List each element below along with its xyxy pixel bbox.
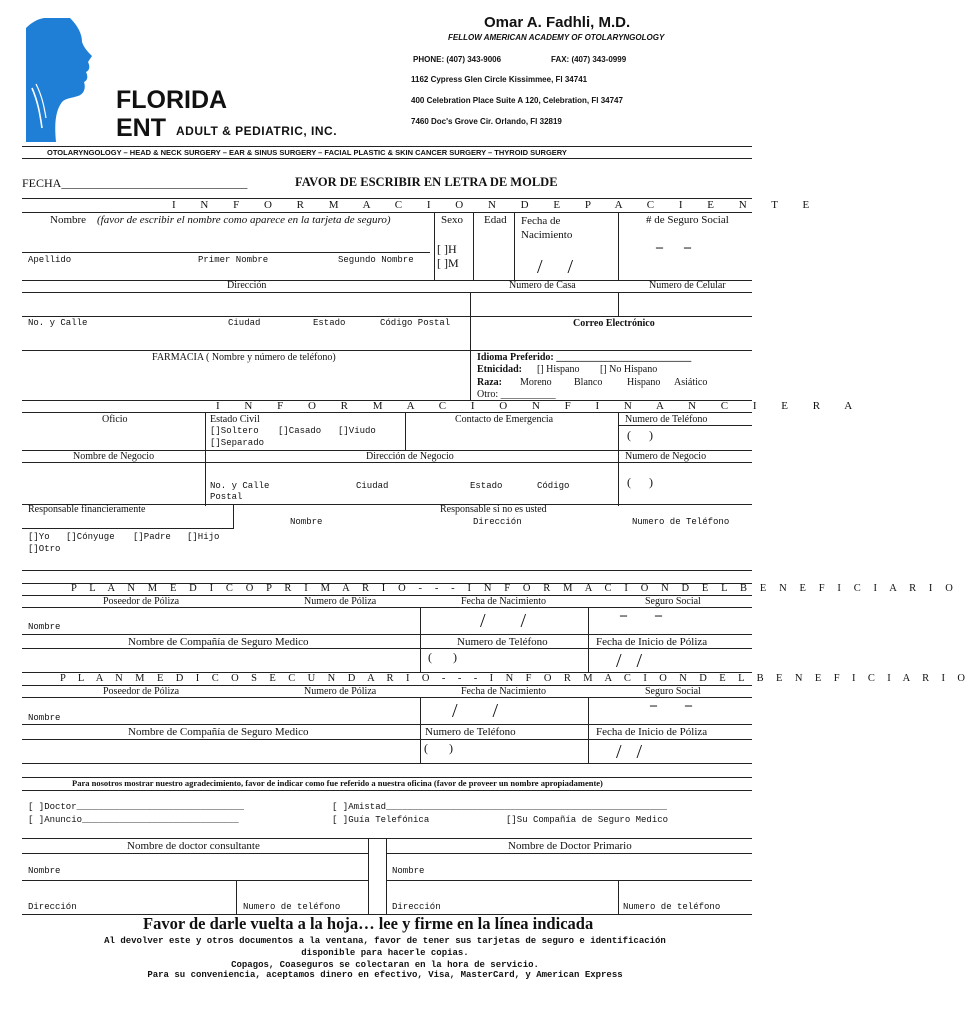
p2-label-num-poliza: Numero de Póliza (304, 686, 377, 697)
raza-asiatico[interactable]: Asiático (674, 377, 708, 388)
footer-line-3: Copagos, Coaseguros se colectaran en la hora de servicio. (231, 960, 539, 970)
fax: FAX: (407) 343-0999 (551, 55, 627, 64)
p1-inicio-slashes: / / (616, 650, 643, 672)
label-numero-telefono: Numero de Teléfono (625, 414, 708, 425)
footer-line-4: Para su conveniencia, aceptamos dinero en efectivo, Visa, MasterCard, y American Express (147, 970, 623, 980)
footer-headline: Favor de darle vuelta a la hoja… lee y firme en la línea indicada (143, 914, 594, 933)
address-kissimmee: 1162 Cypress Glen Circle Kissimmee, Fl 34741 (411, 75, 588, 84)
label-resp-direccion: Dirección (473, 517, 522, 527)
p1-label-compania: Nombre de Compañía de Seguro Medico (128, 636, 309, 648)
p2-ssn-dashes: – – (650, 698, 692, 713)
consultante-nombre: Nombre (28, 866, 61, 876)
label-nombre: Nombre (50, 214, 87, 226)
p1-birthdate-slashes: / / (480, 610, 527, 632)
p2-label-telefono: Numero de Teléfono (425, 726, 516, 738)
footer-line-2: disponible para hacerle copias. (301, 948, 469, 958)
fellowship: FELLOW AMERICAN ACADEMY OF OTOLARYNGOLOGY (448, 33, 665, 42)
address-orlando: 7460 Doc's Grove Cir. Orlando, Fl 32819 (411, 117, 562, 126)
p1-label-nombre: Nombre (28, 622, 61, 632)
checkbox-soltero[interactable]: []Soltero (210, 426, 259, 436)
label-nombre-negocio: Nombre de Negocio (73, 451, 155, 462)
label-doc-consultante: Nombre de doctor consultante (127, 840, 260, 852)
idioma-field[interactable]: Idioma Preferido: ___________________________ (477, 352, 692, 363)
raza-otro[interactable]: Otro: ___________ (477, 389, 556, 400)
checkbox-separado[interactable]: []Separado (210, 438, 265, 448)
p2-label-nombre: Nombre (28, 713, 61, 723)
birthdate-slashes: / / (537, 256, 574, 278)
label-ciudad: Ciudad (228, 318, 261, 328)
label-resp-nombre: Nombre (290, 517, 323, 527)
financial-section-title: I N F O R M A C I O N F I N A N C I E R A (216, 400, 864, 412)
p2-label-compania: Nombre de Compañía de Seguro Medico (128, 726, 309, 738)
label-primer-nombre: Primer Nombre (198, 255, 269, 265)
consultante-direccion: Dirección (28, 902, 77, 912)
p1-label-poseedor: Poseedor de Póliza (103, 596, 180, 607)
label-resp-telefono: Numero de Teléfono (632, 517, 730, 527)
address-celebration: 400 Celebration Place Suite A 120, Celebration, Fl 34747 (411, 96, 623, 105)
label-negocio-postal: Postal (210, 492, 243, 502)
p2-label-inicio: Fecha de Inicio de Póliza (596, 726, 708, 738)
nombre-note: (favor de escribir el nombre como aparece en la tarjeta de seguro) (97, 214, 391, 226)
referral-title: Para nosotros mostrar nuestro agradecimiento, favor de indicar como fue referido a nuestra oficina (favor de proveer un nombre apropiadamente) (72, 778, 603, 788)
label-oficio: Oficio (102, 414, 128, 425)
checkbox-conyuge[interactable]: []Cónyuge (66, 532, 115, 542)
p2-label-poseedor: Poseedor de Póliza (103, 686, 180, 697)
phone-paren-1: ( ) (627, 428, 653, 442)
label-raza: Raza: (477, 377, 502, 388)
label-doc-primario: Nombre de Doctor Primario (508, 840, 632, 852)
checkbox-hispano[interactable]: [] Hispano (537, 364, 580, 375)
p1-phone-paren: ( ) (428, 650, 457, 664)
referral-anuncio[interactable]: [ ]Anuncio_____________________________ (28, 815, 239, 825)
label-fecha-nacimiento: Fecha de Nacimiento (521, 215, 573, 241)
p1-label-seguro: Seguro Social (645, 596, 701, 607)
primario-direccion: Dirección (392, 902, 441, 912)
primario-nombre: Nombre (392, 866, 425, 876)
label-direccion-negocio: Dirección de Negocio (366, 451, 454, 462)
raza-hispano[interactable]: Hispano (627, 377, 661, 388)
label-estado: Estado (313, 318, 346, 328)
referral-doctor[interactable]: [ ]Doctor_______________________________ (28, 802, 245, 812)
plan-primario-title: P L A N M E D I C O P R I M A R I O - - - I N F O R M A C I O N D E L B E N E F I C I A R I O (71, 583, 958, 594)
p2-phone-paren: ( ) (424, 741, 453, 755)
checkbox-viudo[interactable]: []Viudo (338, 426, 376, 436)
p1-label-inicio: Fecha de Inicio de Póliza (596, 636, 708, 648)
checkbox-sexo-m[interactable]: [ ]M (437, 256, 459, 270)
p2-label-fecha-nac: Fecha de Nacimiento (461, 686, 546, 697)
primario-telefono: Numero de teléfono (623, 902, 721, 912)
p1-ssn-dashes: – – (620, 608, 662, 623)
label-negocio-codigo: Código (537, 481, 570, 491)
label-no-calle: No. y Calle (28, 318, 88, 328)
label-farmacia: FARMACIA ( Nombre y número de teléfono) (152, 352, 336, 363)
label-correo: Correo Electrónico (573, 318, 655, 329)
label-contacto-emergencia: Contacto de Emergencia (455, 414, 554, 425)
referral-guia[interactable]: [ ]Guía Telefónica (332, 815, 430, 825)
label-etnicidad: Etnicidad: (477, 364, 523, 375)
label-edad: Edad (484, 214, 507, 226)
checkbox-no-hispano[interactable]: [] No Hispano (600, 364, 658, 375)
logo-tagline: ADULT & PEDIATRIC, INC. (176, 124, 338, 138)
plan-secundario-title: P L A N M E D I C O S E C U N D A R I O - - - I N F O R M A C I O N D E L B E N E F I C I A R I O (60, 673, 970, 684)
raza-moreno[interactable]: Moreno (520, 377, 552, 388)
referral-compania[interactable]: []Su Compañía de Seguro Medico (506, 815, 669, 825)
label-responsable-no: Responsable si no es usted (440, 504, 547, 515)
referral-amistad[interactable]: [ ]Amistad____________________________________________________ (332, 802, 667, 812)
ssn-dashes: – – (656, 240, 691, 255)
label-numero-celular: Numero de Celular (649, 280, 726, 291)
label-numero-casa: Numero de Casa (509, 280, 576, 291)
label-codigo-postal: Código Postal (380, 318, 451, 328)
footer-line-1: Al devolver este y otros documentos a la ventana, favor de tener sus tarjetas de seguro e identificación (104, 936, 666, 946)
doctor-name: Omar A. Fadhli, M.D. (484, 14, 631, 31)
checkbox-padre[interactable]: []Padre (133, 532, 171, 542)
specialties-bar: OTOLARYNGOLOGY – HEAD & NECK SURGERY – EAR & SINUS SURGERY – FACIAL PLASTIC & SKIN CANCER SURGERY – THYROID SURGERY (47, 148, 567, 157)
face-profile-logo-icon (26, 18, 102, 142)
phone: PHONE: (407) 343-9006 (413, 55, 502, 64)
label-numero-negocio: Numero de Negocio (625, 451, 707, 462)
p2-label-seguro: Seguro Social (645, 686, 701, 697)
fecha-field[interactable]: FECHA_______________________________ (22, 176, 248, 190)
p1-label-telefono: Numero de Teléfono (457, 636, 548, 648)
label-segundo-nombre: Segundo Nombre (338, 255, 414, 265)
consultante-telefono: Numero de teléfono (243, 902, 341, 912)
p2-inicio-slashes: / / (616, 741, 643, 763)
instruction: FAVOR DE ESCRIBIR EN LETRA DE MOLDE (295, 175, 558, 189)
phone-paren-2: ( ) (627, 475, 653, 489)
checkbox-sexo-h[interactable]: [ ]H (437, 242, 457, 256)
label-sexo: Sexo (441, 214, 463, 226)
label-direccion: Dirección (227, 280, 267, 291)
logo-florida: FLORIDA (116, 86, 228, 114)
checkbox-yo[interactable]: []Yo (28, 532, 50, 542)
label-responsable: Responsable financieramente (28, 504, 146, 515)
checkbox-hijo[interactable]: []Hijo (187, 532, 220, 542)
raza-blanco[interactable]: Blanco (574, 377, 603, 388)
label-apellido: Apellido (28, 255, 72, 265)
checkbox-casado[interactable]: []Casado (278, 426, 322, 436)
patient-section-title: I N F O R M A C I O N D E P A C I E N T E (172, 199, 821, 211)
label-ssn: # de Seguro Social (646, 214, 729, 226)
label-negocio-no-calle: No. y Calle (210, 481, 270, 491)
label-negocio-estado: Estado (470, 481, 503, 491)
label-estado-civil: Estado Civil (210, 414, 260, 425)
p1-label-fecha-nac: Fecha de Nacimiento (461, 596, 546, 607)
checkbox-otro[interactable]: []Otro (28, 544, 61, 554)
logo-ent: ENT (116, 114, 166, 142)
p1-label-num-poliza: Numero de Póliza (304, 596, 377, 607)
label-negocio-ciudad: Ciudad (356, 481, 389, 491)
p2-birthdate-slashes: / / (452, 700, 499, 722)
